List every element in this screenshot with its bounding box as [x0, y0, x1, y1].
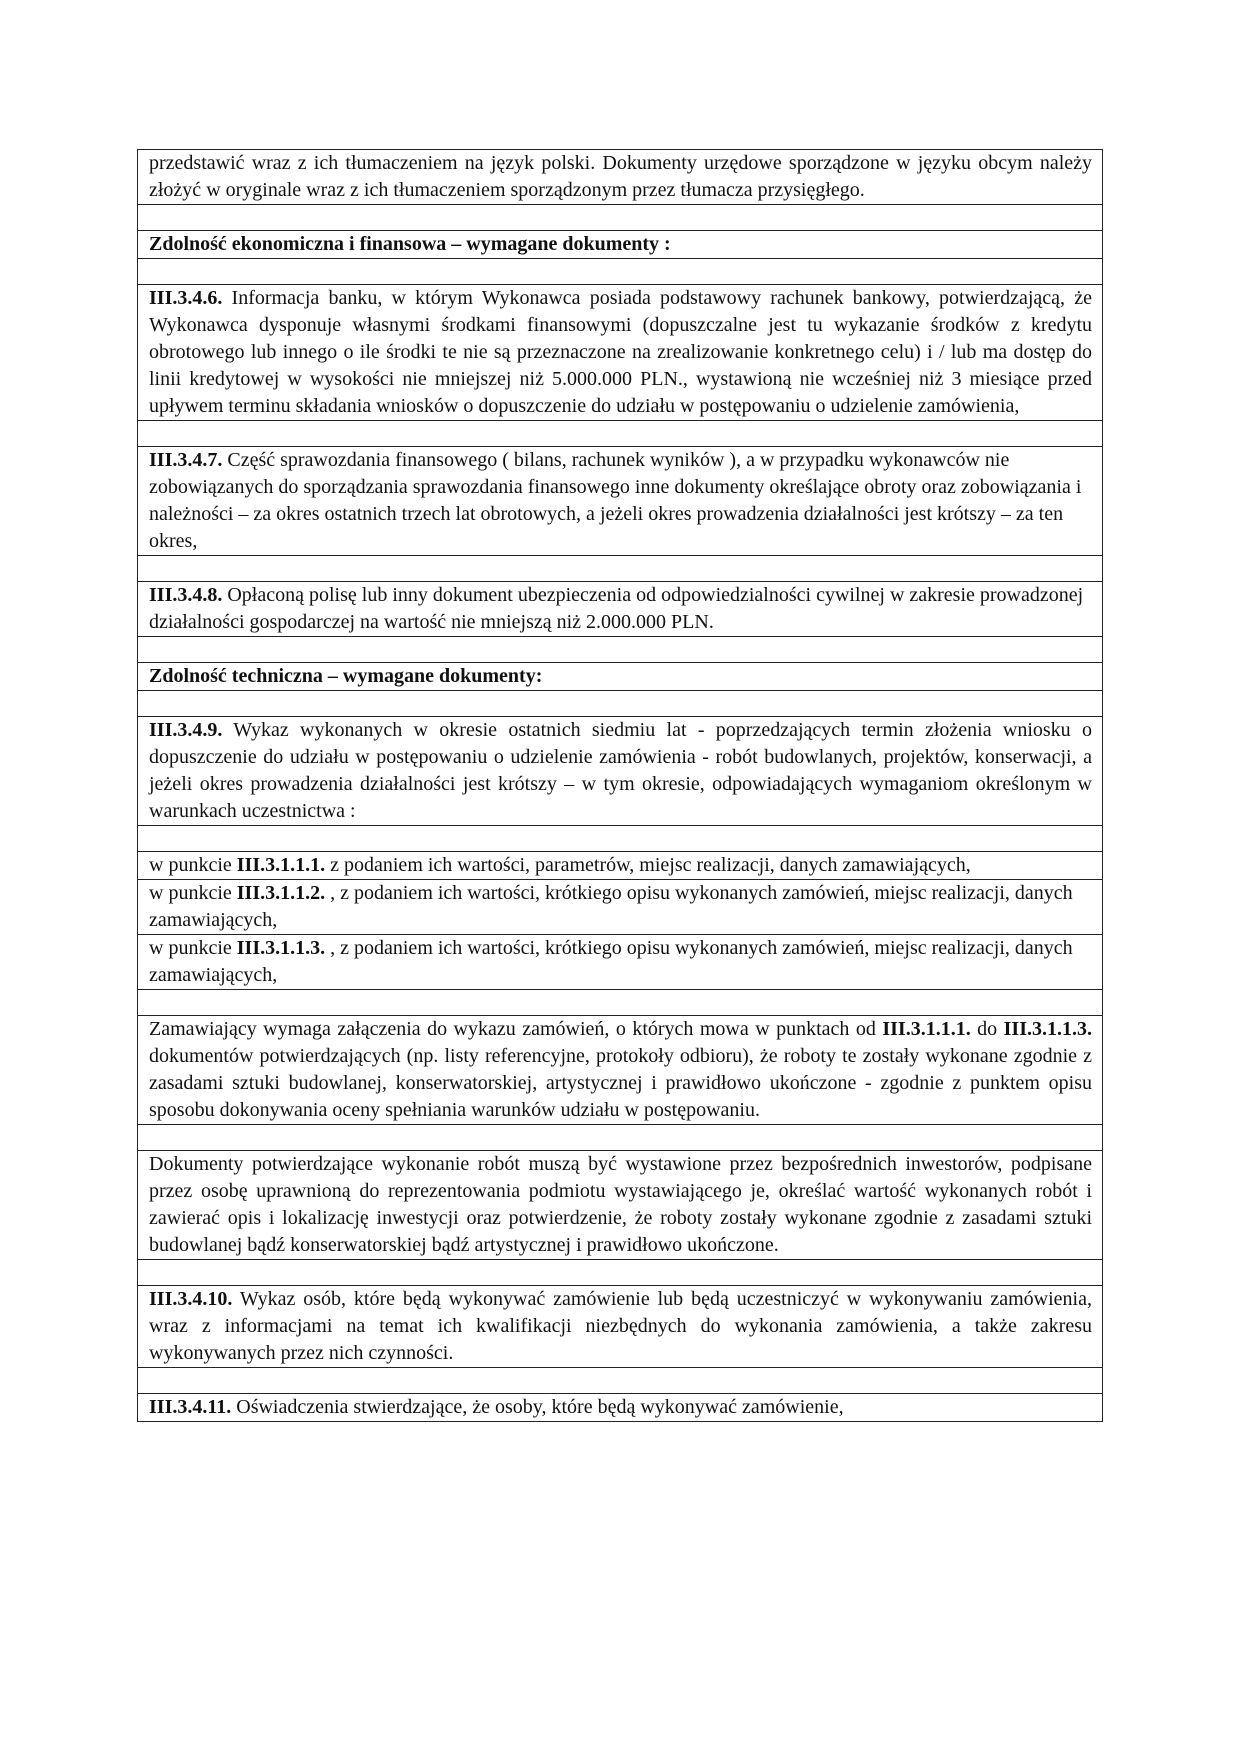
table-row — [138, 852, 1103, 880]
requirements-table-body — [138, 150, 1103, 1422]
punkt-prefix: w punkcie — [149, 854, 237, 876]
empty-row — [138, 556, 1103, 582]
paragraph-text: do — [970, 1018, 1004, 1040]
table-row — [138, 717, 1103, 826]
item-number: III.3.4.10. — [149, 1288, 233, 1310]
table-row — [138, 285, 1103, 421]
empty-cell — [138, 637, 1103, 663]
table-cell — [138, 935, 1103, 990]
punkt-reference: III.3.1.1.1. — [236, 854, 326, 876]
empty-cell — [138, 1368, 1103, 1394]
empty-row — [138, 259, 1103, 285]
table-row — [138, 935, 1103, 990]
empty-row — [138, 1260, 1103, 1286]
table-cell — [138, 663, 1103, 691]
table-cell — [138, 1286, 1103, 1368]
empty-row — [138, 421, 1103, 447]
table-cell — [138, 1394, 1103, 1422]
requirements-table — [137, 149, 1103, 1422]
empty-cell — [138, 1260, 1103, 1286]
empty-cell — [138, 556, 1103, 582]
empty-cell — [138, 421, 1103, 447]
empty-row — [138, 990, 1103, 1016]
item-number: III.3.4.7. — [149, 449, 223, 471]
item-text: Część sprawozdania finansowego ( bilans, rachunek wyników ), a w przypadku wykonawców nie zobowiązanych do sporządzania sprawozdania finansowego inne dokumenty określające obroty oraz zobowiązania i należności – za okres ostatnich trzech lat obrotowych, a jeżeli okres prowadzenia działalności jest krótszy – za ten okres, — [149, 449, 1082, 552]
punkt-reference: III.3.1.1.3. — [236, 937, 326, 959]
table-row — [138, 1394, 1103, 1422]
empty-row — [138, 637, 1103, 663]
table-row — [138, 582, 1103, 637]
table-row — [138, 447, 1103, 556]
table-row — [138, 1286, 1103, 1368]
section-heading: Zdolność techniczna – wymagane dokumenty: — [149, 665, 543, 687]
reference-code: III.3.1.1.3. — [1003, 1018, 1092, 1040]
paragraph-text: przedstawić wraz z ich tłumaczeniem na język polski. Dokumenty urzędowe sporządzone w języku obcym należy złożyć w oryginale wraz z ich tłumaczeniem sporządzonym przez tłumacza przysięgłego. — [149, 152, 1092, 201]
table-row — [138, 150, 1103, 205]
table-row — [138, 663, 1103, 691]
empty-cell — [138, 826, 1103, 852]
table-cell — [138, 447, 1103, 556]
item-text: Opłaconą polisę lub inny dokument ubezpieczenia od odpowiedzialności cywilnej w zakresie prowadzonej działalności gospodarczej na wartość nie mniejszą niż 2.000.000 PLN. — [149, 584, 1084, 633]
empty-row — [138, 691, 1103, 717]
table-row — [138, 1016, 1103, 1125]
table-row — [138, 231, 1103, 259]
item-number: III.3.4.8. — [149, 584, 223, 606]
table-cell — [138, 1151, 1103, 1260]
punkt-prefix: w punkcie — [149, 882, 237, 904]
reference-code: III.3.1.1.1. — [882, 1018, 971, 1040]
item-number: III.3.4.9. — [149, 719, 223, 741]
section-heading: Zdolność ekonomiczna i finansowa – wymagane dokumenty : — [149, 233, 671, 255]
empty-row — [138, 1125, 1103, 1151]
empty-cell — [138, 1125, 1103, 1151]
item-number: III.3.4.11. — [149, 1396, 232, 1418]
item-number: III.3.4.6. — [149, 287, 223, 309]
paragraph-text: dokumentów potwierdzających (np. listy referencyjne, protokoły odbioru), że roboty te zostały wykonane zgodnie z zasadami sztuki budowlanej, konserwatorskiej, artystycznej i prawidłowo ukończone - zgodnie z punktem opisu sposobu dokonywania oceny spełniania warunków udziału w postępowaniu. — [149, 1045, 1092, 1121]
punkt-text: z podaniem ich wartości, parametrów, miejsc realizacji, danych zamawiających, — [325, 854, 971, 876]
table-cell — [138, 717, 1103, 826]
item-text: Oświadczenia stwierdzające, że osoby, które będą wykonywać zamówienie, — [231, 1396, 844, 1418]
empty-cell — [138, 691, 1103, 717]
empty-cell — [138, 205, 1103, 231]
empty-cell — [138, 990, 1103, 1016]
table-cell — [138, 582, 1103, 637]
punkt-text: , z podaniem ich wartości, krótkiego opisu wykonanych zamówień, miejsc realizacji, danych zamawiających, — [149, 882, 1073, 931]
table-row — [138, 1151, 1103, 1260]
punkt-prefix: w punkcie — [149, 937, 237, 959]
item-text: Informacja banku, w którym Wykonawca posiada podstawowy rachunek bankowy, potwierdzającą, że Wykonawca dysponuje własnymi środkami finansowymi (dopuszczalne jest tu wykazanie środków z kredytu obrotowego lub innego o ile środki te nie są przeznaczone na zrealizowanie konkretnego celu) i / lub ma dostęp do linii kredytowej w wysokości nie mniejszej niż 5.000.000 PLN., wystawioną nie wcześniej niż 3 miesiące przed upływem terminu składania wniosków o dopuszczenie do udziału w postępowaniu o udzielenie zamówienia, — [149, 287, 1092, 417]
table-row — [138, 880, 1103, 935]
table-cell — [138, 852, 1103, 880]
table-cell — [138, 150, 1103, 205]
table-cell — [138, 1016, 1103, 1125]
item-text: Wykaz osób, które będą wykonywać zamówienie lub będą uczestniczyć w wykonywaniu zamówienia, wraz z informacjami na temat ich kwalifikacji niezbędnych do wykonania zamówienia, a także zakresu wykonywanych przez nich czynności. — [149, 1288, 1092, 1364]
table-cell — [138, 285, 1103, 421]
table-cell — [138, 880, 1103, 935]
punkt-text: , z podaniem ich wartości, krótkiego opisu wykonanych zamówień, miejsc realizacji, danych zamawiających, — [149, 937, 1073, 986]
empty-cell — [138, 259, 1103, 285]
item-text: Wykaz wykonanych w okresie ostatnich siedmiu lat - poprzedzających termin złożenia wniosku o dopuszczenie do udziału w postępowaniu o udzielenie zamówienia - robót budowlanych, projektów, konserwacji, a jeżeli okres prowadzenia działalności jest krótszy – w tym okresie, odpowiadających wymaganiom określonym w warunkach uczestnictwa : — [149, 719, 1092, 822]
empty-row — [138, 1368, 1103, 1394]
empty-row — [138, 205, 1103, 231]
punkt-reference: III.3.1.1.2. — [236, 882, 326, 904]
paragraph-text: Zamawiający wymaga załączenia do wykazu zamówień, o których mowa w punktach od — [149, 1018, 883, 1040]
table-cell — [138, 231, 1103, 259]
empty-row — [138, 826, 1103, 852]
paragraph-text: Dokumenty potwierdzające wykonanie robót muszą być wystawione przez bezpośrednich inwestorów, podpisane przez osobę uprawnioną do reprezentowania podmiotu wystawiającego je, określać wartość wykonanych robót i zawierać opis i lokalizację inwestycji oraz potwierdzenie, że roboty zostały wykonane zgodnie z zasadami sztuki budowlanej bądź konserwatorskiej bądź artystycznej i prawidłowo ukończone. — [149, 1153, 1092, 1256]
